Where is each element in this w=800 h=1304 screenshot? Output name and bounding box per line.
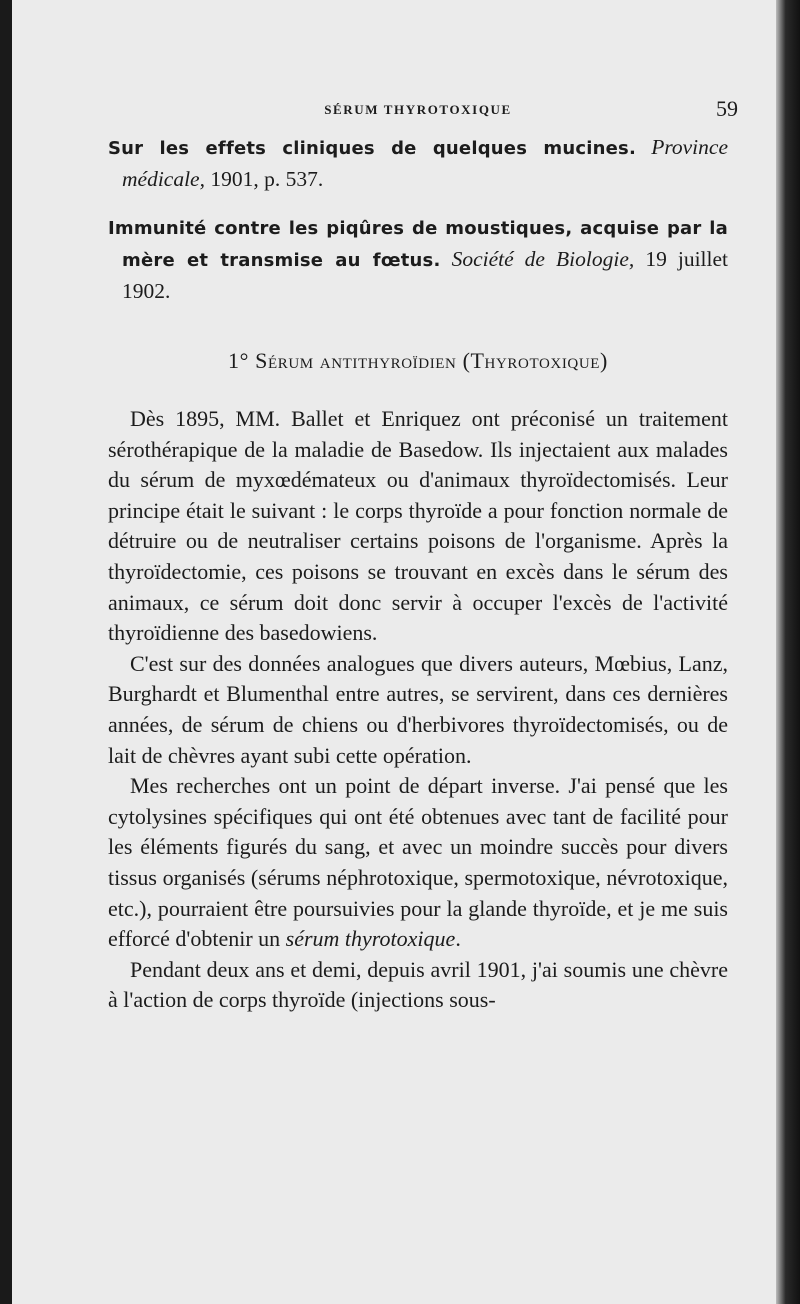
page-text bbox=[108, 92, 738, 1016]
page-number: 59 bbox=[716, 96, 738, 121]
reference-entry bbox=[108, 212, 728, 306]
reference-details: 1901, p. 537. bbox=[210, 167, 324, 191]
book-spine-shadow bbox=[776, 0, 800, 1304]
emphasized-term: sérum thyrotoxique bbox=[285, 926, 456, 952]
paragraph-text: Mes recherches ont un point de départ inverse. J'ai pensé que les cytolysines spécifiques qui ont été obtenues avec tant de facilité pour les éléments figurés du sang, et avec un moindre succès pour divers tissus organisés (sérums néphrotoxique, spermotoxique, névrotoxique, etc.), pourraient être poursuivies pour la glande thyroïde, et je me suis efforcé d'obtenir un bbox=[108, 773, 728, 952]
reference-title: Immunité contre les piqûres de moustiques, acquise par la mère et transmise au fœtus. bbox=[108, 218, 728, 271]
reference-source: Société de Biologie, bbox=[451, 247, 635, 271]
reference-title: Sur les effets cliniques de quelques mucines. bbox=[108, 138, 636, 159]
running-head: SÉRUM THYROTOXIQUE bbox=[324, 102, 512, 117]
page-header bbox=[108, 92, 738, 132]
reference-source: Province médicale, bbox=[122, 135, 728, 191]
paragraph: Dès 1895, MM. Ballet et Enriquez ont préconisé un traitement sérothérapique de la maladie de Basedow. Ils injectaient aux malades du sérum de myxœdémateux ou d'animaux thyroïdectomisés. Leur principe était le suivant : le corps thyroïde a pour fonction normale de détruire ou de neutraliser certains poisons de l'organisme. Après la thyroïdectomie, ces poisons se trouvant en excès dans le sérum des animaux, ce sérum doit donc servir à occuper l'excès de l'activité thyroïdienne des basedowiens. bbox=[108, 406, 728, 646]
paragraph bbox=[108, 771, 728, 955]
section-heading: 1° Sérum antithyroïdien (Thyrotoxique) bbox=[228, 348, 608, 373]
reference-details: 19 juillet 1902. bbox=[122, 247, 729, 303]
paragraph: C'est sur des données analogues que divers auteurs, Mœbius, Lanz, Burghardt et Blumenthal entre autres, se servirent, dans ces dernières années, de sérum de chiens ou d'herbivores thyroïdectomisés, ou de lait de chèvres ayant subi cette opération. bbox=[108, 650, 728, 768]
paragraph: Pendant deux ans et demi, depuis avril 1901, j'ai soumis une chèvre à l'action de corps thyroïde (injections sous- bbox=[108, 956, 728, 1013]
paragraph-end: . bbox=[455, 926, 461, 952]
reference-entry bbox=[108, 132, 728, 194]
book-page bbox=[12, 0, 776, 1304]
